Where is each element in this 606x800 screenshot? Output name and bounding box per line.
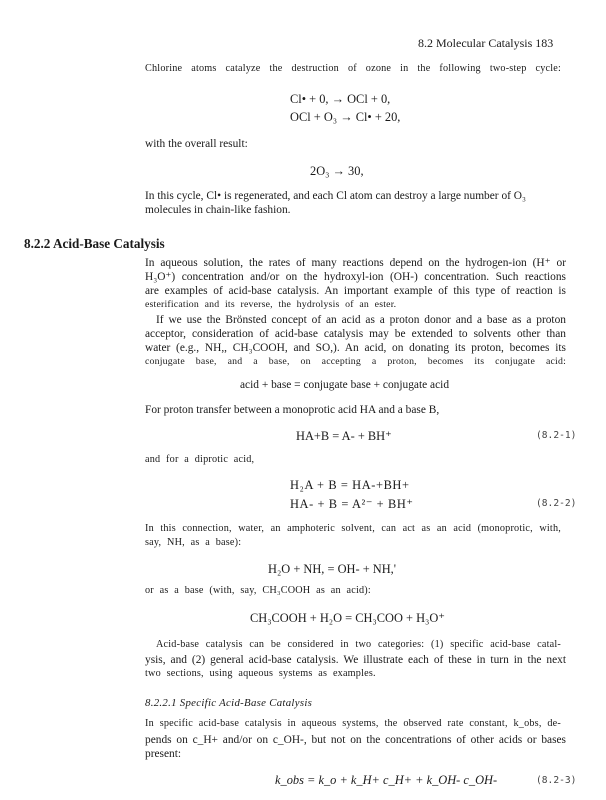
equation-chlorine-step1: Cl• + 0, → OCl + 0, xyxy=(290,92,391,106)
as-base-line: or as a base (with, say, CH₃COOH as an acid): xyxy=(145,585,371,596)
equation-8-2-3: k_obs = k_o + k_H+ c_H+ + k_OH- c_OH- xyxy=(275,773,498,787)
regeneration-line-2: molecules in chain-like fashion. xyxy=(145,204,291,216)
equation-8-2-2b: HA- + B = A²⁻ + BH⁺ xyxy=(290,497,414,511)
intro-line: Chlorine atoms catalyze the destruction of ozone in the following two-step cycle: xyxy=(145,63,561,74)
equation-conjugate: acid + base = conjugate base + conjugate acid xyxy=(240,379,450,391)
paragraph-aqueous-line-2: H₃O⁺) concentration and/or on the hydroxyl-ion (OH-) concentration. Such reactions xyxy=(145,271,566,283)
paragraph-categories-line-3: two sections, using aqueous systems as examples. xyxy=(145,668,376,679)
proton-transfer-line: For proton transfer between a monoprotic acid HA and a base B, xyxy=(145,404,440,416)
paragraph-specific-line-3: present: xyxy=(145,748,182,760)
diprotic-line: and for a diprotic acid, xyxy=(145,454,255,465)
paragraph-specific-line-1: In specific acid-base catalysis in aqueous systems, the observed rate constant, k_obs, de- xyxy=(145,718,561,729)
paragraph-aqueous-line-3: are examples of acid-base catalysis. An important example of this type of reaction is xyxy=(145,285,566,297)
regeneration-line-1: In this cycle, Cl• is regenerated, and each Cl atom can destroy a large number of O₃ xyxy=(145,190,526,202)
equation-8-2-1: HA+B = A- + BH⁺ xyxy=(296,429,392,443)
equation-number-8-2-2: (8.2-2) xyxy=(536,498,577,509)
overall-result-line: with the overall result: xyxy=(145,138,248,150)
paragraph-bronsted-line-1: If we use the Brönsted concept of an acid as a proton donor and a base as a proton xyxy=(156,314,566,326)
paragraph-bronsted-line-3: water (e.g., NH,, CH₃COOH, and SO,). An acid, on donating its proton, becomes its xyxy=(145,342,566,354)
equation-8-2-2a: H₂A + B = HA-+BH+ xyxy=(290,478,410,492)
paragraph-categories-line-2: ysis, and (2) general acid-base catalysis. We illustrate each of these in turn in the next xyxy=(145,654,566,666)
equation-acetic-water: CH₃COOH + H₂O = CH₃COO + H₃O⁺ xyxy=(250,611,445,625)
section-heading-acid-base: 8.2.2 Acid-Base Catalysis xyxy=(24,236,165,251)
paragraph-aqueous-line-4: esterification and its reverse, the hydrolysis of an ester. xyxy=(145,299,397,310)
paragraph-aqueous-line-1: In aqueous solution, the rates of many reactions depend on the hydrogen-ion (H⁺ or xyxy=(145,257,566,269)
equation-overall: 2O₃ → 30, xyxy=(310,164,364,178)
equation-number-8-2-1: (8.2-1) xyxy=(536,430,577,441)
paragraph-categories-line-1: Acid-base catalysis can be considered in two categories: (1) specific acid-base catal- xyxy=(156,639,561,650)
paragraph-amphoteric-line-2: say, NH, as a base): xyxy=(145,537,242,548)
paragraph-bronsted-line-4: conjugate base, and a base, on accepting a proton, becomes its conjugate acid: xyxy=(145,356,566,367)
paragraph-specific-line-2: pends on c_H+ and/or on c_OH-, but not on the concentrations of other acids or bases xyxy=(145,734,566,746)
subsection-heading-specific: 8.2.2.1 Specific Acid-Base Catalysis xyxy=(145,697,313,709)
paragraph-bronsted-line-2: acceptor, consideration of acid-base catalysis may be extended to solvents other than xyxy=(145,328,566,340)
paragraph-amphoteric-line-1: In this connection, water, an amphoteric solvent, can act as an acid (monoprotic, with, xyxy=(145,523,561,534)
equation-number-8-2-3: (8.2-3) xyxy=(536,775,577,786)
running-head: 8.2 Molecular Catalysis 183 xyxy=(418,36,554,50)
equation-water-ammonia: H₂O + NH, = OH- + NH,' xyxy=(268,562,397,576)
equation-chlorine-step2: OCl + O₃ → Cl• + 20, xyxy=(290,110,401,124)
